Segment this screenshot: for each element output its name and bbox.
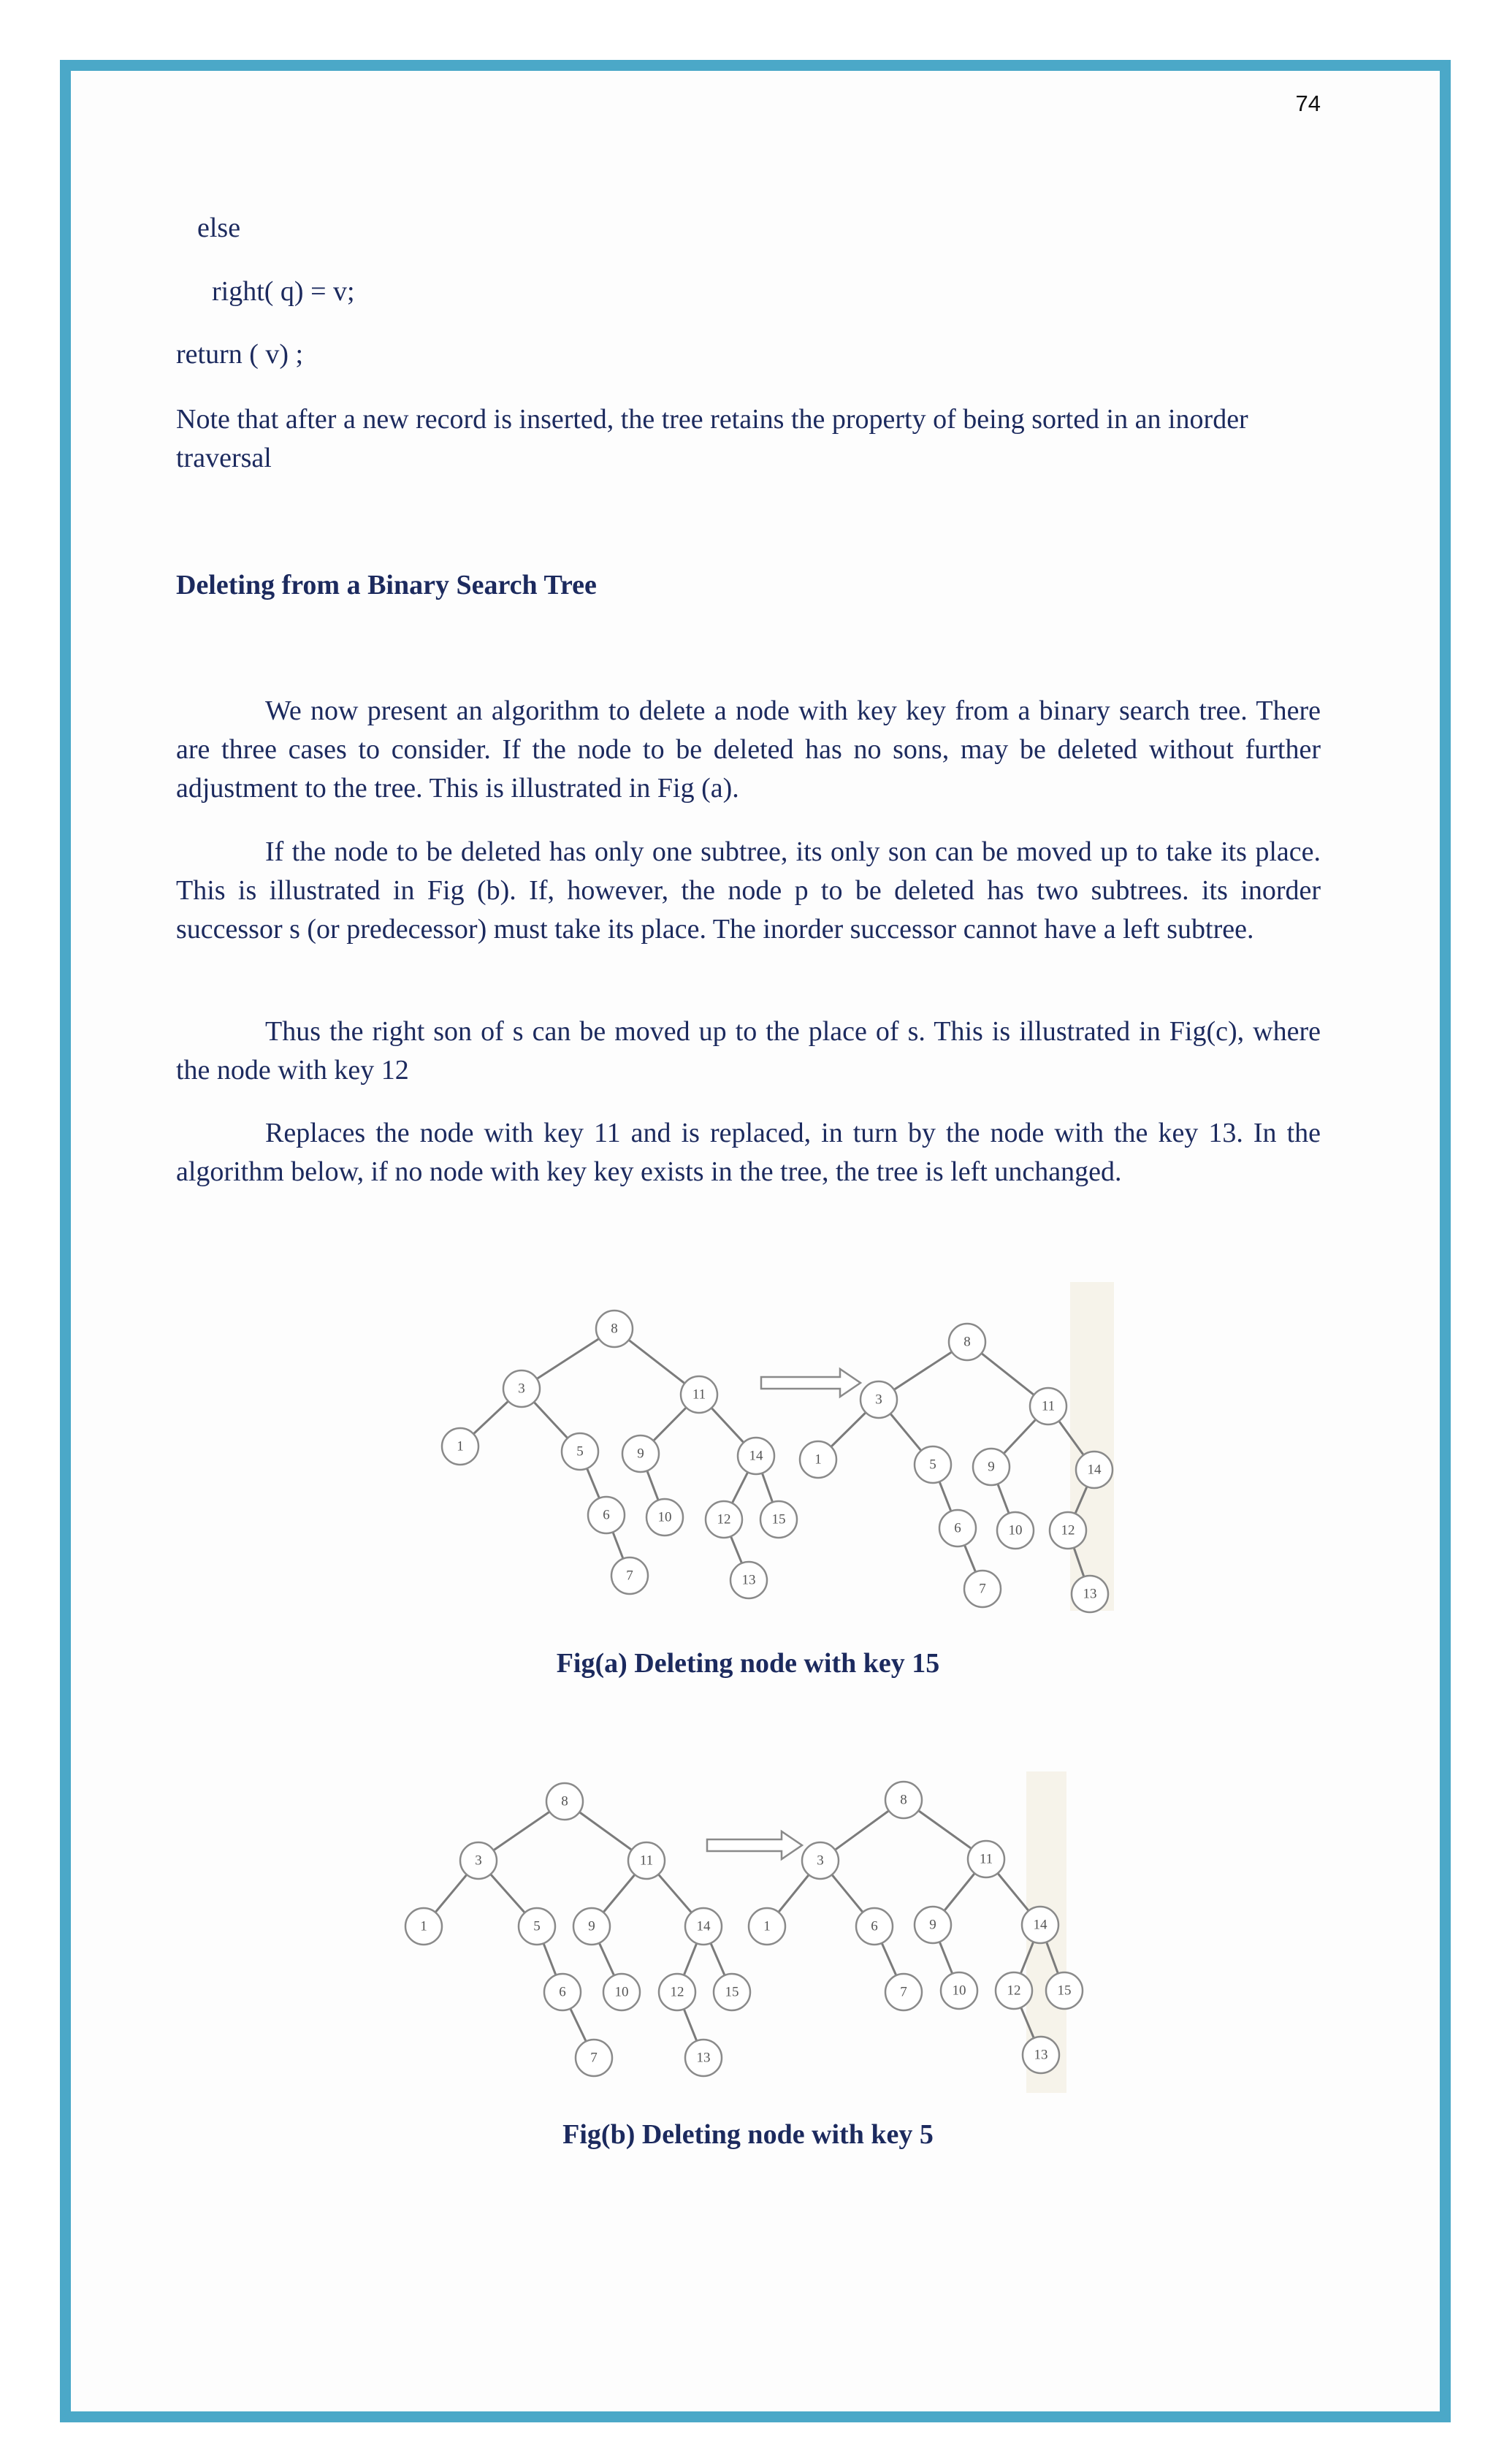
figure-a-before-node-6 — [588, 1497, 625, 1533]
figure-b-before-node-9 — [573, 1908, 610, 1945]
figure-b-before-node-10 — [603, 1974, 640, 2010]
figure-a-before-node-5 — [562, 1433, 598, 1470]
figure-b-after-node-11 — [968, 1841, 1004, 1877]
figure-a-before-node-15 — [760, 1501, 797, 1538]
figure-a-after-node-13 — [1072, 1576, 1108, 1612]
figure-b-before-node-12 — [659, 1974, 695, 2010]
figure-b-before-node-7 — [576, 2040, 612, 2076]
figure-a-caption: Fig(a) Deleting node with key 15 — [556, 1648, 940, 1679]
svg-text:11: 11 — [692, 1387, 706, 1403]
figure-a-after-node-5 — [915, 1446, 951, 1483]
svg-text:6: 6 — [954, 1520, 961, 1536]
svg-text:7: 7 — [900, 1984, 907, 2000]
figure-a-before-tree — [442, 1311, 797, 1598]
code-line-return: return ( v) ; — [176, 339, 304, 370]
svg-text:1: 1 — [420, 1918, 427, 1934]
figure-b-after-node-14 — [1022, 1907, 1058, 1943]
svg-text:11: 11 — [639, 1853, 654, 1869]
figure-a-tree-diagram — [394, 1278, 1125, 1614]
svg-text:3: 3 — [875, 1392, 882, 1408]
figure-a-after-node-11 — [1030, 1388, 1066, 1424]
figure-a-before-node-8 — [596, 1311, 633, 1347]
figure-b-arrow — [707, 1831, 802, 1859]
svg-text:7: 7 — [626, 1568, 633, 1584]
svg-text:3: 3 — [475, 1853, 482, 1869]
figure-a-after-node-10 — [997, 1512, 1034, 1549]
figure-a-before-node-13 — [730, 1562, 767, 1598]
svg-text:10: 10 — [657, 1509, 672, 1525]
figure-b-after-node-3 — [802, 1842, 839, 1879]
figure-b-after-node-10 — [941, 1972, 977, 2009]
svg-text:6: 6 — [559, 1984, 566, 2000]
svg-text:6: 6 — [871, 1918, 878, 1934]
figure-b-before-node-13 — [685, 2040, 722, 2076]
figure-b-before-node-6 — [544, 1974, 581, 2010]
svg-text:12: 12 — [670, 1984, 684, 2000]
figure-a-before-node-3 — [503, 1370, 540, 1407]
figure-b-after-node-8 — [885, 1782, 922, 1818]
svg-text:1: 1 — [814, 1452, 822, 1468]
svg-text:5: 5 — [929, 1457, 936, 1473]
figure-b-before-tree — [405, 1783, 750, 2076]
svg-text:1: 1 — [457, 1438, 464, 1454]
figure-b-tree-diagram — [394, 1764, 1125, 2100]
code-line-else: else — [197, 213, 241, 243]
svg-text:15: 15 — [725, 1984, 739, 2000]
figure-a-after-node-12 — [1050, 1512, 1086, 1549]
figure-b-after-node-1 — [749, 1908, 785, 1945]
svg-text:9: 9 — [588, 1918, 595, 1934]
figure-b-after-node-15 — [1046, 1972, 1083, 2009]
figure-a-after-tree — [800, 1324, 1113, 1612]
figure-a-before-node-1 — [442, 1428, 478, 1465]
figure-b-before-node-5 — [519, 1908, 555, 1945]
note-paragraph: Note that after a new record is inserted, the tree retains the property of being sorted in an inorder traversal — [176, 404, 1248, 473]
figure-b-before-node-15 — [714, 1974, 750, 2010]
page-number: 74 — [1295, 91, 1321, 116]
figure-b-before-node-8 — [546, 1783, 583, 1820]
figure-b-before-node-11 — [628, 1842, 665, 1879]
svg-text:12: 12 — [1061, 1522, 1075, 1538]
figure-b-before-node-3 — [460, 1842, 497, 1879]
figure-b-after-node-9 — [915, 1907, 951, 1943]
figure-b-after-node-7 — [885, 1974, 922, 2010]
svg-text:10: 10 — [1008, 1522, 1023, 1538]
figure-a-before-node-9 — [622, 1435, 659, 1472]
figure-b-before-node-1 — [405, 1908, 442, 1945]
svg-text:1: 1 — [763, 1918, 771, 1934]
figure-a-after-node-14 — [1076, 1452, 1113, 1488]
figure-a-before-node-14 — [738, 1438, 774, 1474]
svg-text:11: 11 — [1041, 1398, 1056, 1414]
figure-a-after-node-1 — [800, 1441, 836, 1478]
paragraph-3: Thus the right son of s can be moved up to the place of s. This is illustrated in Fig(c), where the node with key 12 — [176, 1016, 1321, 1086]
svg-text:15: 15 — [1057, 1983, 1072, 1999]
svg-text:8: 8 — [963, 1334, 971, 1350]
svg-text:6: 6 — [603, 1507, 610, 1523]
svg-text:14: 14 — [1033, 1917, 1047, 1933]
svg-text:10: 10 — [952, 1983, 966, 1999]
svg-text:15: 15 — [771, 1511, 786, 1527]
svg-text:9: 9 — [637, 1446, 644, 1462]
paragraph-2: If the node to be deleted has only one subtree, its only son can be moved up to take its place. This is illustrated in Fig (b). If, however, the node p to be deleted has two subtrees. its inorder successor s (or predecessor) must take its place. The inorder successor cannot have a left subtree. — [176, 836, 1321, 945]
figure-a-after-node-9 — [973, 1449, 1010, 1485]
svg-text:5: 5 — [576, 1443, 584, 1460]
svg-text:7: 7 — [590, 2050, 598, 2066]
figure-b-caption: Fig(b) Deleting node with key 5 — [562, 2119, 934, 2150]
figure-a-after-node-6 — [939, 1510, 976, 1546]
figure-a-before-node-7 — [611, 1557, 648, 1594]
svg-text:9: 9 — [988, 1459, 995, 1475]
figure-a-before-node-10 — [646, 1499, 683, 1536]
figure-a-before-node-12 — [706, 1501, 742, 1538]
svg-text:12: 12 — [1007, 1983, 1021, 1999]
svg-text:5: 5 — [533, 1918, 541, 1934]
svg-text:11: 11 — [979, 1851, 993, 1867]
svg-text:12: 12 — [717, 1511, 731, 1527]
svg-text:8: 8 — [900, 1792, 907, 1808]
figure-a-after-node-3 — [860, 1381, 897, 1418]
figure-a-before-node-11 — [681, 1376, 717, 1413]
figure-a-arrow — [761, 1369, 860, 1397]
figure-b-before-node-14 — [685, 1908, 722, 1945]
svg-text:13: 13 — [696, 2050, 711, 2066]
svg-text:14: 14 — [749, 1448, 763, 1464]
code-line-right-assign: right( q) = v; — [212, 276, 355, 307]
svg-text:3: 3 — [817, 1853, 824, 1869]
figure-b-after-node-13 — [1023, 2037, 1059, 2073]
svg-text:10: 10 — [614, 1984, 629, 2000]
svg-text:8: 8 — [611, 1321, 618, 1337]
paragraph-4: Replaces the node with key 11 and is replaced, in turn by the node with the key 13. In the algorithm below, if no node with key key exists in the tree, the tree is left unchanged. — [176, 1118, 1321, 1187]
svg-text:3: 3 — [518, 1381, 525, 1397]
svg-text:8: 8 — [561, 1793, 568, 1809]
svg-text:13: 13 — [741, 1572, 756, 1588]
svg-text:9: 9 — [929, 1917, 936, 1933]
figure-b-after-node-12 — [996, 1972, 1032, 2009]
figure-a-after-node-8 — [949, 1324, 985, 1360]
figure-a-after-node-7 — [964, 1571, 1001, 1607]
figure-b-after-node-6 — [856, 1908, 893, 1945]
svg-text:14: 14 — [1087, 1462, 1102, 1478]
svg-text:14: 14 — [696, 1918, 711, 1934]
paragraph-1: We now present an algorithm to delete a node with key key from a binary search tree. There are three cases to consider. If the node to be deleted has no sons, may be deleted without further adjustment to the tree. This is illustrated in Fig (a). — [176, 695, 1321, 804]
svg-text:13: 13 — [1034, 2047, 1048, 2063]
section-heading: Deleting from a Binary Search Tree — [176, 570, 597, 600]
svg-text:7: 7 — [979, 1581, 986, 1597]
svg-text:13: 13 — [1083, 1586, 1097, 1602]
